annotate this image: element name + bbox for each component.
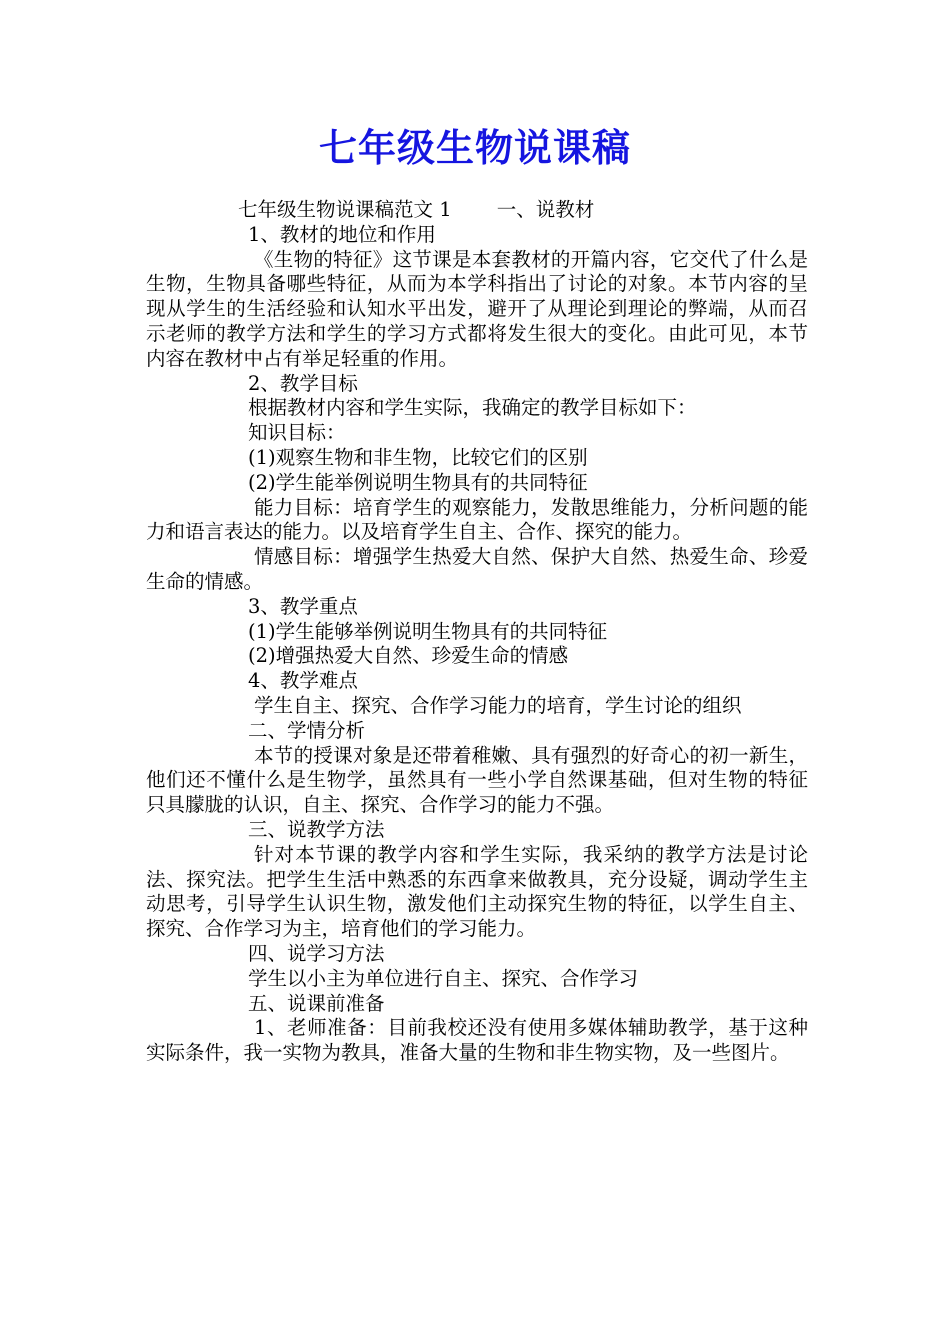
text-line: 学生以小主为单位进行自主、探究、合作学习 [248, 966, 639, 990]
list-item: (1)学生能够举例说明生物具有的共同特征 [248, 619, 608, 643]
section-heading: 二、学情分析 [248, 718, 366, 742]
paragraph: 1、老师准备：目前我校还没有使用多媒体辅助教学，基于这种实际条件，我一实物为教具，准备大量的生物和非生物实物，及一些图片。 [146, 1016, 808, 1065]
intro-line: 七年级生物说课稿范文 1 一、说教材 [238, 198, 595, 221]
paragraph: 《生物的特征》这节课是本套教材的开篇内容，它交代了什么是生物，生物具备哪些特征，从而为本学科指出了讨论的对象。本节内容的呈现从学生的生活经验和认知水平出发，避开了从理论到理论的弊端，从而召示老师的教学方法和学生的学习方式都将发生很大的变化。由此可见，本节内容在教材中占有举足轻重的作用。 [146, 247, 808, 370]
document-body [146, 198, 808, 1066]
section-heading: 四、说学习方法 [248, 941, 385, 965]
paragraph: 本节的授课对象是还带着稚嫩、具有强烈的好奇心的初一新生，他们还不懂什么是生物学，虽然具有一些小学自然课基础，但对生物的特征只具朦胧的认识，自主、探究、合作学习的能力不强。 [146, 743, 808, 817]
section-heading: 五、说课前准备 [248, 991, 385, 1015]
paragraph: 能力目标：培育学生的观察能力，发散思维能力，分析问题的能力和语言表达的能力。以及培育学生自主、合作、探究的能力。 [146, 495, 808, 544]
section-heading: 2、教学目标 [248, 371, 358, 395]
list-item: (2)学生能举例说明生物具有的共同特征 [248, 470, 588, 494]
paragraph: 学生自主、探究、合作学习能力的培育，学生讨论的组织 [254, 693, 742, 717]
paragraph: 情感目标：增强学生热爱大自然、保护大自然、热爱生命、珍爱生命的情感。 [146, 545, 808, 593]
paragraph: 针对本节课的教学内容和学生实际，我采纳的教学方法是讨论法、探究法。把学生生活中熟悉的东西拿来做教具，充分设疑，调动学生主动思考，引导学生认识生物，激发他们主动探究生物的特征，以学生自主、探究、合作学习为主，培育他们的学习能力。 [146, 842, 808, 941]
section-heading: 三、说教学方法 [248, 817, 385, 841]
document-title: 七年级生物说课稿 [318, 125, 631, 170]
list-item: (2)增强热爱大自然、珍爱生命的情感 [248, 644, 569, 668]
section-heading: 3、教学重点 [248, 594, 358, 618]
text-line: 知识目标： [248, 421, 346, 445]
text-line: 根据教材内容和学生实际，我确定的教学目标如下： [248, 396, 697, 420]
list-item: (1)观察生物和非生物，比较它们的区别 [248, 445, 588, 469]
section-heading: 1、教材的地位和作用 [248, 222, 436, 246]
section-heading: 4、教学难点 [248, 669, 358, 693]
